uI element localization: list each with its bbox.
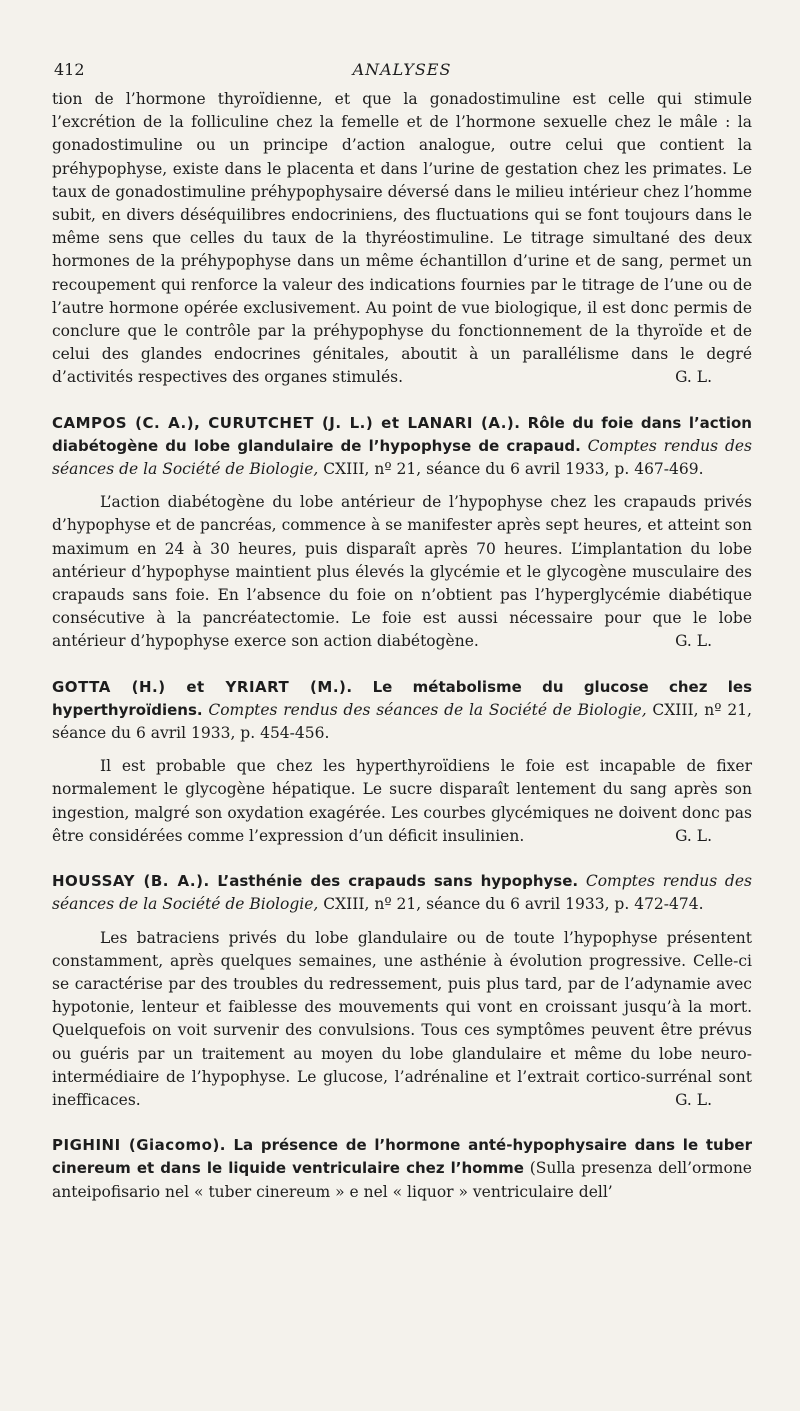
entry-citation <box>52 870 752 916</box>
entry-title: L’asthénie des crapauds sans hypophyse. <box>217 872 579 891</box>
entry-title: Le métabolisme du glucose chez les hyperthyroïdiens. <box>52 677 753 719</box>
entry-details: CXIII, nº 21, séance du 6 avril 1933, p. 467-469. <box>323 460 704 479</box>
review-entry-campos <box>52 412 752 654</box>
entry-details: (Sulla presenza dell’ormone anteipofisario nel « tuber cinereum » e nel « liquor » ventriculaire dell’ <box>52 1159 752 1201</box>
entry-title: Rôle du foie dans l’action diabétogène du lobe glandulaire de l’hypophyse de crapaud. <box>52 413 752 455</box>
review-entry-pighini <box>52 1134 752 1204</box>
document-page <box>52 58 752 1214</box>
signature: G. L. <box>675 368 712 387</box>
running-head <box>52 58 752 88</box>
entry-title: La présence de l’hormone anté-hypophysaire dans le tuber cinereum et dans le liquide ventriculaire chez l’homme <box>52 1136 752 1178</box>
signature: G. L. <box>675 1090 712 1109</box>
signature: G. L. <box>675 632 712 651</box>
entry-authors: CAMPOS (C. A.), CURUTCHET (J. L.) et LANARI (A.). <box>52 413 521 432</box>
entry-details: CXIII, nº 21, séance du 6 avril 1933, p. 454-456. <box>52 700 752 743</box>
entry-citation <box>52 676 752 746</box>
entry-source: Comptes rendus des séances de la Société de Biologie, <box>52 436 753 479</box>
signature: G. L. <box>675 826 712 845</box>
entry-body: L’action diabétogène du lobe antérieur de l’hypophyse chez les crapauds privés d’hypophyse et de pancréas, commence à se manifester après sept heures, et atteint son maximum en 24 à 30 heures, puis disparaît après 70 heures. L’implantation du lobe antérieur d’hypophyse maintient plus élevés la glycémie et le glycogène musculaire des crapauds sans foie. En l’absence du foie on n’obtient pas l’hyperglycémie diabétique consécutive à la pancréatectomie. Le foie est aussi nécessaire pour que le lobe antérieur d’hypophyse exerce son action diabétogène. G. L. <box>52 491 752 653</box>
entry-source: Comptes rendus des séances de la Société de Biologie, <box>52 872 752 914</box>
entry-citation <box>52 1134 752 1204</box>
entry-body: Les batraciens privés du lobe glandulaire ou de toute l’hypophyse présentent constamment, après quelques semaines, une asthénie à évolution progressive. Celle-ci se caractérise par des troubles du redressement, puis plus tard, par de l’adynamie avec hypotonie, lenteur et faiblesse des mouvements qui vont en croissant jusqu’à la mort. Quelquefois on voit survenir des convulsions. Tous ces symptômes peuvent être prévus ou guéris par un traitement au moyen du lobe glandulaire et même du lobe neuro-intermédiaire de l’hypophyse. Le glucose, l’adrénaline et l’extrait cortico-surrénal sont inefficaces. G. L. <box>52 927 752 1113</box>
intro-paragraph: tion de l’hormone thyroïdienne, et que la gonadostimuline est celle qui stimule l’excrétion de la folliculine chez la femelle et de l’hormone sexuelle chez le mâle : la gonadostimuline ou un principe d’action analogue, outre celui que contient la préhypophyse, existe dans le placenta et dans l’urine de gestation chez les primates. Le taux de gonadostimuline préhypophysaire déversé dans le milieu intérieur chez l’homme subit, en divers déséquilibres endocriniens, des fluctuations qui se font toujours dans le même sens que celles du taux de la thyréostimuline. Le titrage simultané des deux hormones de la préhypophyse dans un même échantillon d’urine et de sang, permet un recoupement qui renforce la valeur des indications fournies par le titrage de l’une ou de l’autre hormone opérée exclusivement. Au point de vue biologique, il est donc permis de conclure que le contrôle par la préhypophyse du fonctionnement de la thyroïde et de celui des glandes endocrines génitales, aboutit à un parallélisme dans le degré d’activités respectives des organes stimulés. G. L. <box>52 88 752 390</box>
entry-details: CXIII, nº 21, séance du 6 avril 1933, p. 472-474. <box>323 895 704 914</box>
entry-body: Il est probable que chez les hyperthyroïdiens le foie est incapable de fixer normalement le glycogène hépatique. Le sucre disparaît lentement du sang après son ingestion, malgré son oxydation exagérée. Les courbes glycémiques ne doivent donc pas être considérées comme l’expression d’un déficit insulinien. G. L. <box>52 755 752 848</box>
page-number: 412 <box>54 60 85 79</box>
entry-authors: GOTTA (H.) et YRIART (M.). <box>52 677 353 696</box>
entry-authors: HOUSSAY (B. A.). <box>52 872 210 891</box>
running-title: ANALYSES <box>352 60 452 79</box>
entry-authors: PIGHINI (Giacomo). <box>52 1136 226 1155</box>
entry-source: Comptes rendus des séances de la Société de Biologie, <box>208 700 647 719</box>
entry-citation <box>52 412 752 482</box>
review-entry-gotta <box>52 676 752 848</box>
review-entry-houssay <box>52 870 752 1112</box>
